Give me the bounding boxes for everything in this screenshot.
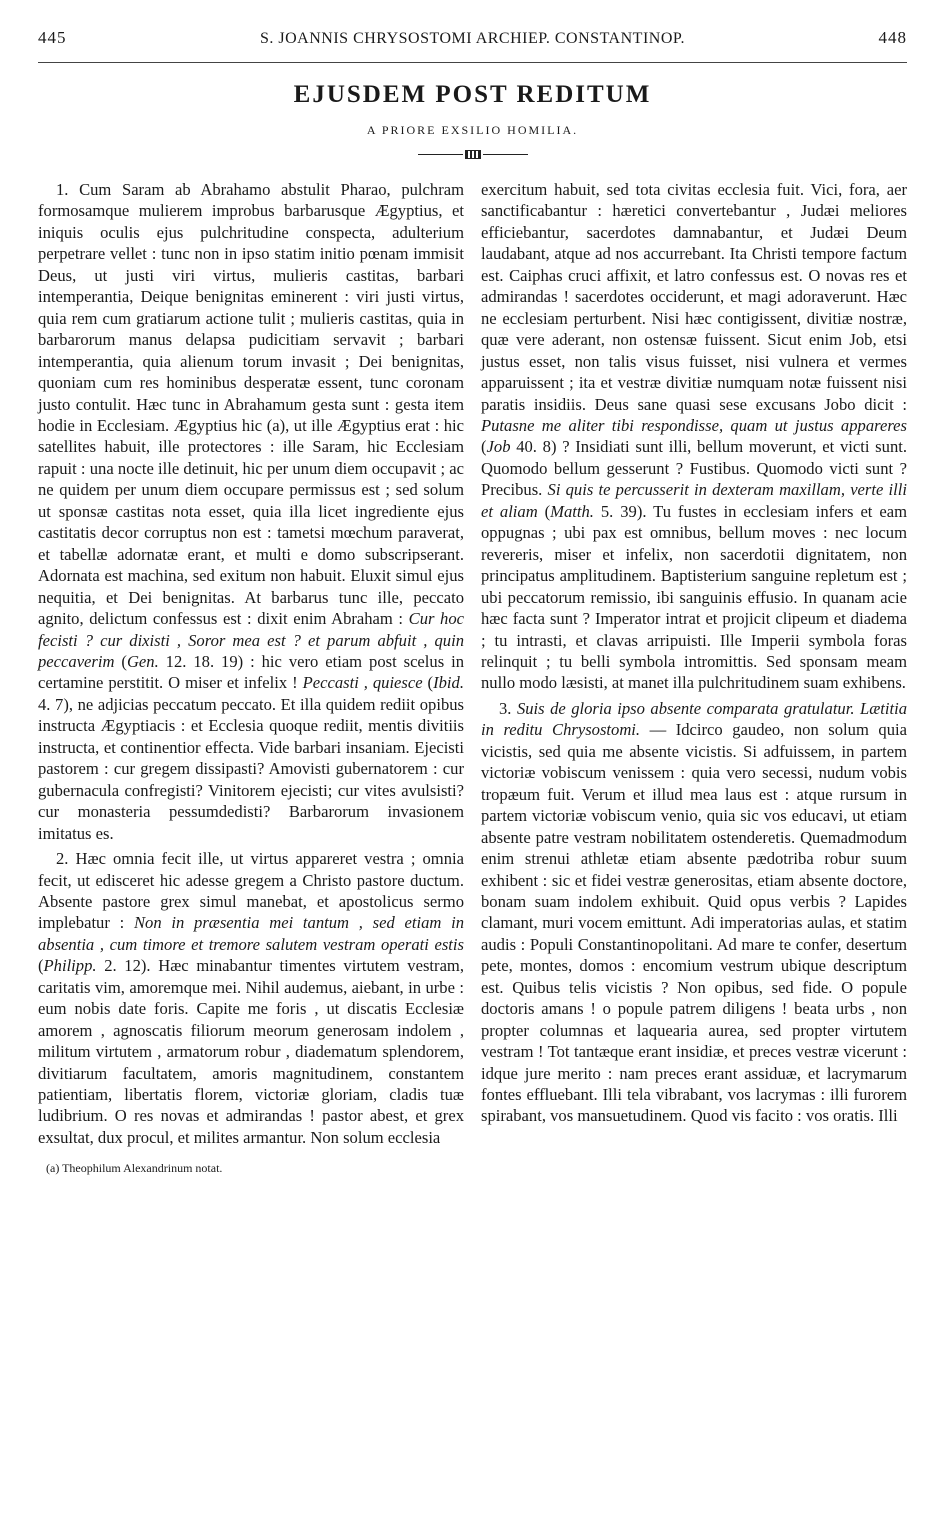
text-run: — Idcirco gaudeo, non solum quia vicistis, sed quia me absente vicistis. Si adfuissem, in partem victoriæ vobiscum venissem : quia vero secessi, nudum vobis tropæum fuit. Verum et illud mea laus est : atque rursum in partem victoriæ vobiscum venio, quia sic vos educavi, ut etiam absente patre vestram nobilitatem ostenderetis. Quemadmodum enim strenui athletæ etiam absente pædotriba robur suum exhibent : sic et fidei vestræ generositas, etiam absente doctore, bonam suam indolem exhibuit. Quid opus verbis ? Lapides clamant, muri vocem emittunt. Adi imperatorias aulas, et statim audis : Populi Constantinopolitani. Ad mare te confer, desertum pete, montes, domos : encomium vestrum ubique descriptum est. Quibus telis vicistis ? Non opibus, sed fide. O popule doctoris amans ! o popule patrem diligens ! beata urbs , non propter columnas et laquearia aurea, sed propter virtutem vestram ! Tot tantæque erant insidiæ, et preces vestræ vicerunt : idque jure merito : nam preces erant assiduæ, et lacrymarum fontes effluebant. Illi tela vibrabant, vos lacrymas : illi furorem spirabant, vos mansuetudinem. Quod vis facito : vos oratis. Illi [481,720,907,1126]
text-run: ( [481,437,487,457]
italic-run: Job [486,437,511,457]
text-run: 12. 18. 19) : hic vero etiam post scelus in certamine perstitit. O miser et infelix ! [38,651,464,693]
paragraph-3 [481,698,907,1127]
italic-run: Philipp. [43,956,97,976]
homily-subtitle: A PRIORE EXSILIO HOMILIA. [366,123,579,137]
text-run: 40. 8) ? Insidiati sunt illi, bellum moverunt, et victi sunt. Quomodo bellum gesserunt ? Fustibus. Quomodo victi sunt ? Precibus. [481,437,907,500]
header-rule [38,62,907,63]
italic-run: Ibid. [433,673,464,693]
page-number-right: 448 [878,28,907,47]
text-run: ( [537,501,551,521]
text-run: 4. 7), ne adjicias peccatum peccato. Et illa quidem rediit opibus instructa Ægyptiacis : et Ecclesia quoque rediit, mentis divitiis instructa, et continentior effecta. Vide barbari insaniam. Ejecisti pastorem : cur gregem dissipasti? Amovisti gubernatorem : cur gubernacula confregisti? Vinitorem ejecisti; cur vites avulsisti? cur monasteria pessumdedisti? Barbarorum invasionem imitatus es. [38,694,464,843]
text-run: exercitum habuit, sed tota civitas ecclesia fuit. Vici, fora, aer sanctificabantur : hæretici convertebantur , Judæi meliores efficiebantur, sacerdotes damnabantur, et Judæi Deum laudabant, atque ad nos accurrebant. Ita Christi tempore factum est. Caiphas cruci affixit, et latro confessus est. O novas res et admirandas ! sacerdotes occiderunt, et magi adoraverunt. Hæc ne ecclesiam perturbent. Nisi hæc contigissent, divitiæ nostræ, quæ vere aderant, non ostensæ fuissent. Sicut enim Job, etsi justus esset, non talis visus fuisset, nisi vulnera et vermes apparuissent ; ita et vestræ divitiæ numquam notæ fuissent nisi paratis insidiis. Deus sane quasi sese excusans Jobo dicit : [481,180,907,414]
italic-run: Gen. [126,651,159,671]
paragraph-2-continued [481,179,907,694]
paragraph-2 [38,848,464,1148]
italic-run: Non in præsentia mei tantum , sed etiam in absentia , cum timore et tremore salutem vestram operati estis [38,913,465,954]
left-column [38,179,464,1180]
italic-run: Cur hoc fecisti ? cur dixisti , Soror mea est ? et parum abfuit , quin peccaverim [38,609,464,671]
text-run: ( [422,673,434,693]
text-run: ( [38,956,44,976]
footnote: (a) Theophilum Alexandrinum notat. [46,1161,223,1176]
text-run: 2. Hæc omnia fecit ille, ut virtus appareret vestra ; omnia fecit, ut edisceret hic adesse gregem a Christo pastore ductum. Absente pastore grex simul manebat, et apostolicus sermo implebatur : [38,849,464,933]
page-number-left: 445 [38,28,67,47]
running-head [38,28,907,54]
italic-run: Putasne me aliter tibi respondisse, quam ut justus appareres [481,415,907,435]
text-run: 3. [499,698,517,718]
homily-heading [38,81,907,159]
text-run: 2. 12). Hæc minabantur timentes virtutem vestram, caritatis vim, amoremque mei. Nihil audemus, aiebant, in urbe : eum nobis date foris. Capite me foris , ut discatis Ecclesiæ amorem , agnoscatis filiorum meorum generosam indolem , militum virtutem , armatorum robur , diadematum splendorem, divitiarum facultatem, amoris magnitudinem, constantem patientiam, libertatis florem, victoriæ gloriam, cladis tuæ ludibrium. O res novas et admirandas ! pastor abest, et grex exsultat, dux procul, et milites armantur. Non solum ecclesia [38,956,464,1147]
homily-title: EJUSDEM POST REDITUM [293,81,652,108]
text-run: 5. 39). Tu fustes in ecclesiam infers et eam oppugnas ; ubi pax est omnibus, bellum moves : nec locum revereris, miser et infelix, non sacerdotii dignitatem, non principatus amplitudinem. Baptisterium sanguine repletum est ; ubi peccatorum remissio, ibi sanguinis effusio. In quanam acie hæc facta sunt ? Imperator intrat et projicit clipeum et diadema ; tu intrasti, et clavas arripuisti. Ille Imperii symbola foras relinquit ; tu belli symbola intromittis. Sed sponsam meam nullo modo læsisti, at manet illa pulchritudinem suam exhibens. [481,501,907,693]
running-title: S. JOANNIS CHRYSOSTOMI ARCHIEP. CONSTANTINOP. [260,30,685,47]
right-column [481,179,907,1180]
text-run: 1. Cum Saram ab Abrahamo abstulit Pharao, pulchram formosamque mulierem improbus barbarusque Ægyptius, et iniquis oculis ejus pulchritudine conspecta, adulterium perpetrare vellet : tunc non in ipso statim initio pœnam immisit Deus, ut justi viri virtus, mulieris castitas, barbari intemperantia, Deique benignitas eminerent : viri justi virtus, quia rem cum gratiarum actione tulit ; mulieris castitas, quia in barbarorum manus delapsa pudicitiam servavit ; barbari intemperantia, quia alienum torum invasit ; Dei benignitas, quoniam cum res hominibus desperatæ essent, tunc coronam justo contulit. Hæc tunc in Abrahamum gesta sunt : gesta item hodie in Ecclesiam. Ægyptius hic (a), ut ille Ægyptius erat : hic satellites habuit, ille protectores : ille Saram, hic Ecclesiam rapuit : una nocte ille detinuit, hic per unum diem occupavit ; ac ne quidem per unum diem occupare permissus est ; sed solum ut sponsæ castitas nota esset, quia illa licet ingrediente ejus castitatis decor corruptus non est : tametsi mœchum paraverat, et tabellæ adornatæ erant, et multi e domo subscripserant. Adornata est machina, sed exitum non habuit. Eluxit simul ejus nequitia, et Dei benignitas. At barbarus tunc ille, peccato agnito, delictum confessus est : dixit enim Abraham : [38,180,464,629]
text-columns [38,179,907,1180]
paragraph-1 [38,179,464,844]
ornament-knot-icon [465,150,481,159]
italic-run: Peccasti , quiesce [302,673,423,693]
text-run: ( [114,651,127,671]
italic-run: Suis de gloria ipso absente comparata gratulatur. Lætitia in reditu Chrysostomi. [481,698,908,740]
italic-run: Si quis te percusserit in dexteram maxillam, verte illi et aliam [481,480,908,521]
ornament-divider [418,150,528,159]
italic-run: Matth. [550,501,594,521]
